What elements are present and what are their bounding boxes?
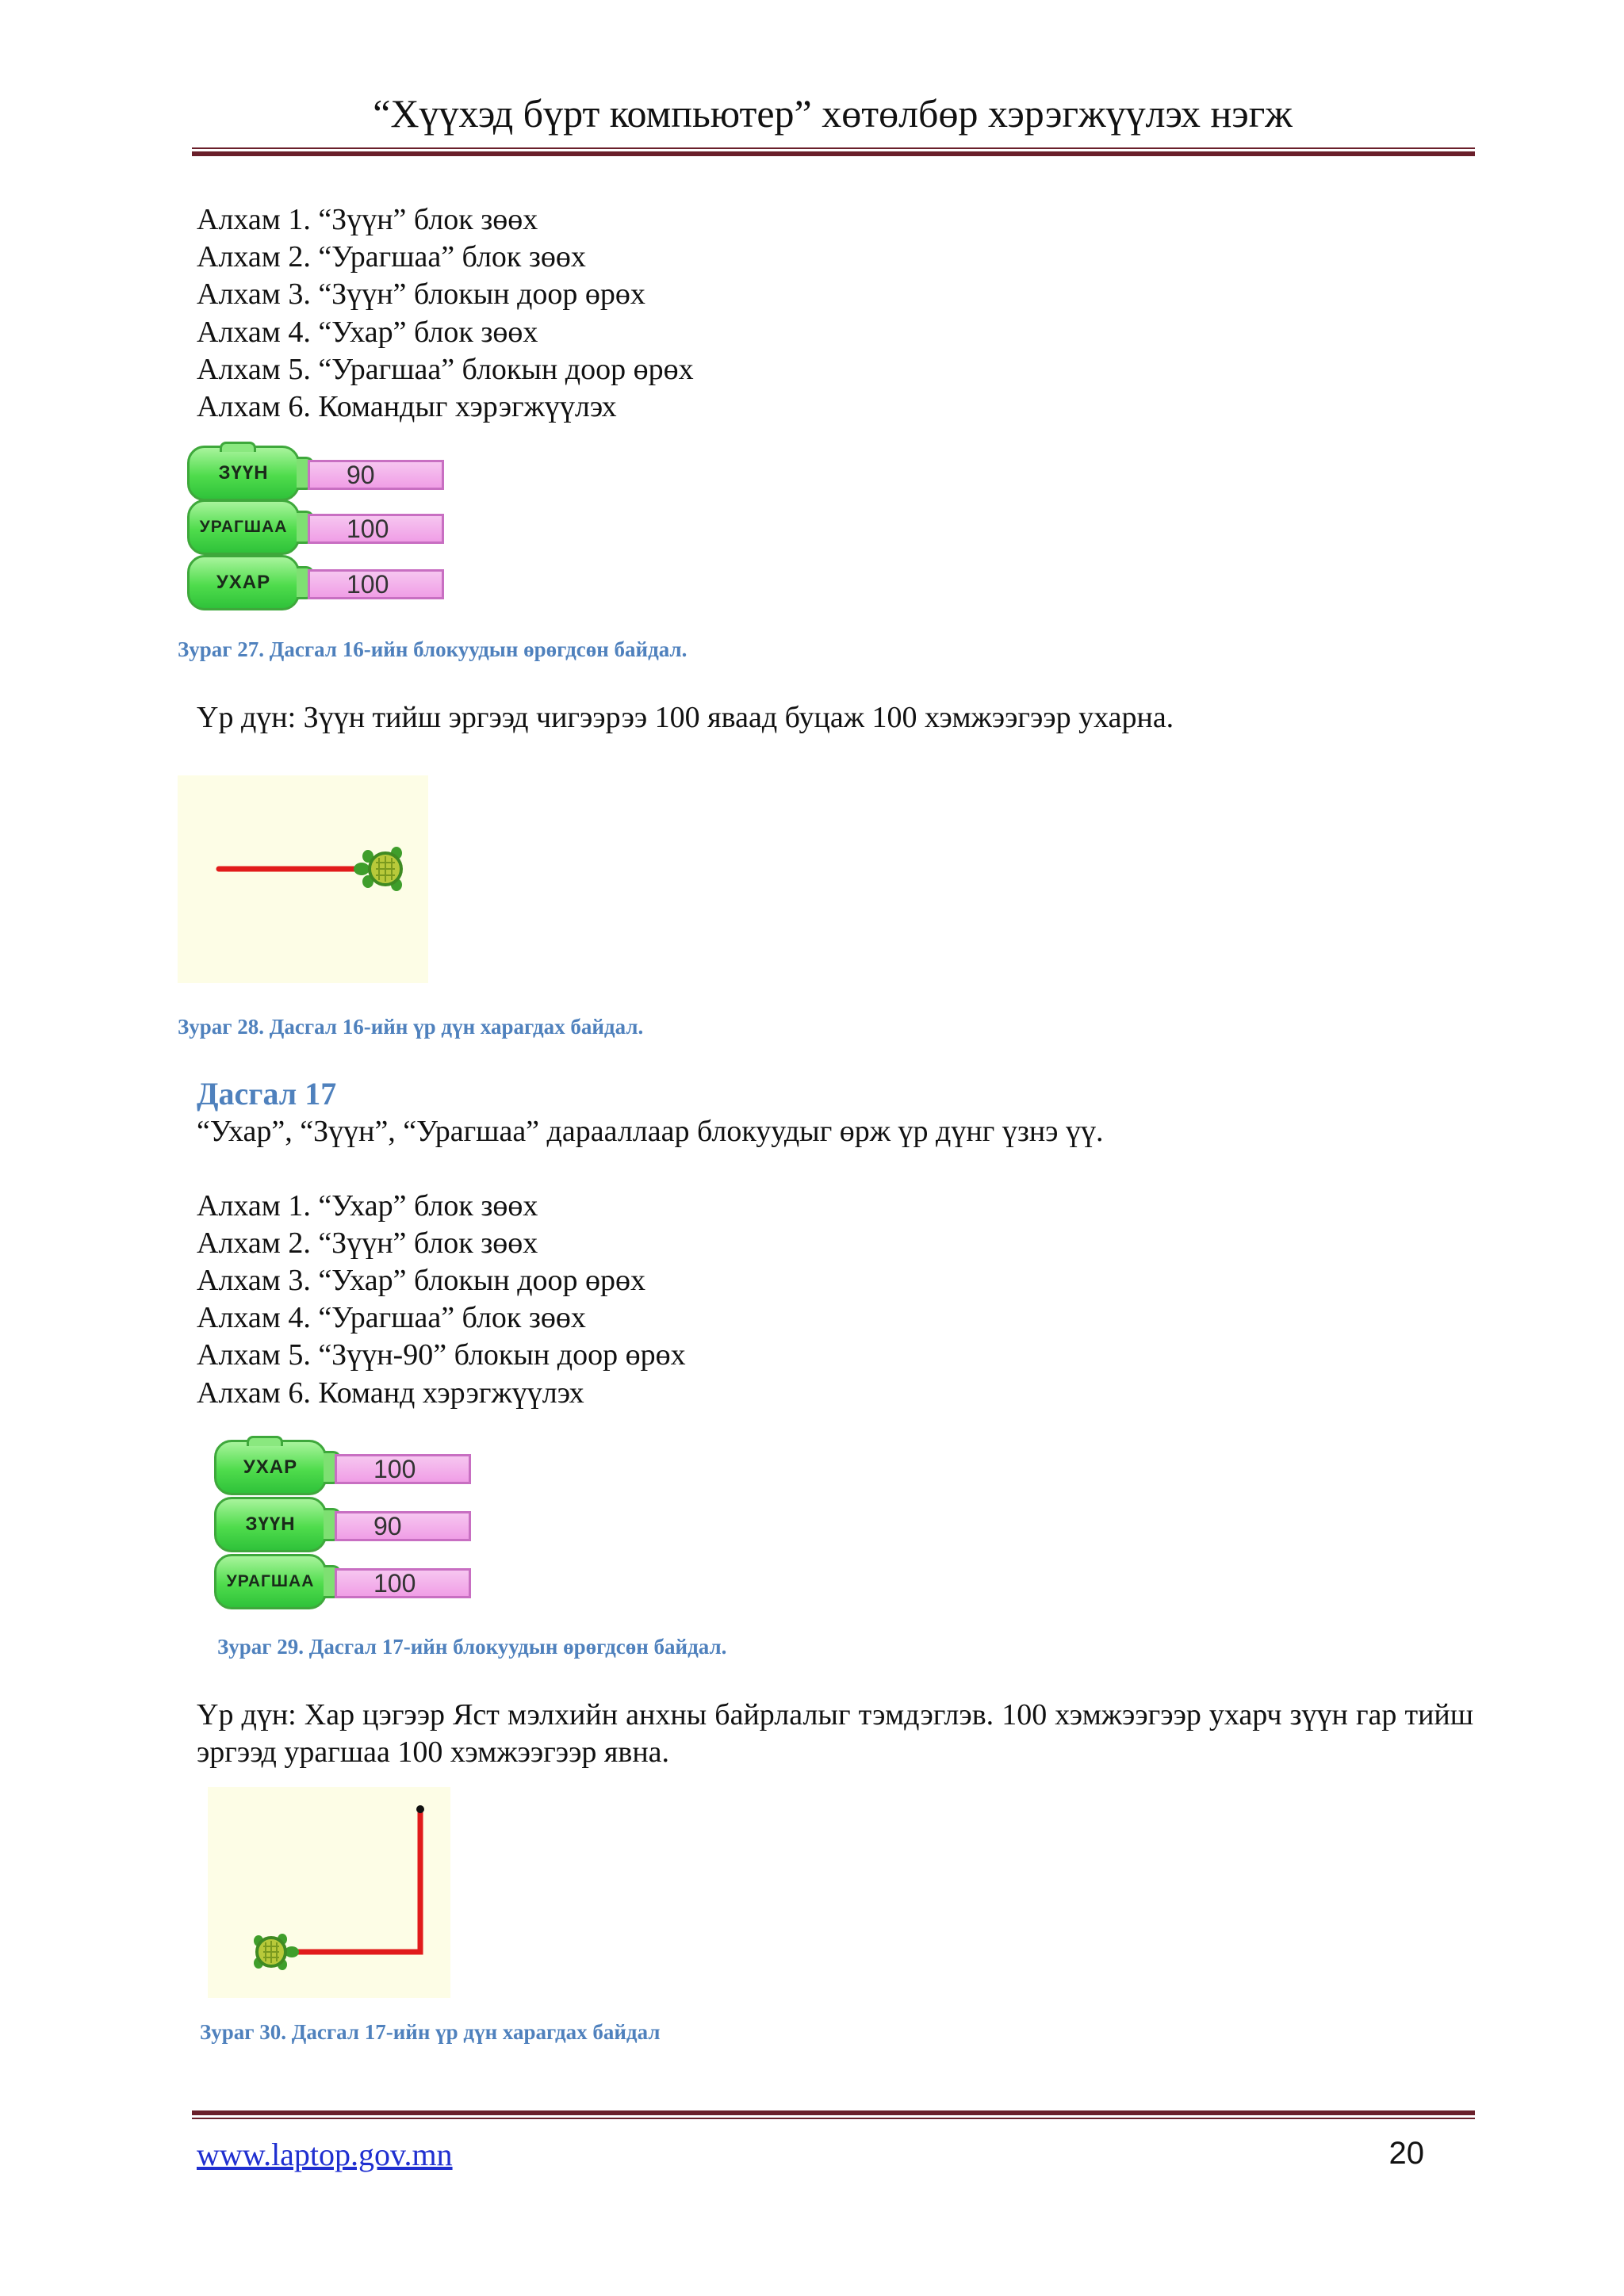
turtle-path-line: [271, 1812, 420, 1952]
header-title: “Хүүхэд бүрт компьютер” хөтөлбөр хэрэгжүүлэх нэгж: [373, 91, 1293, 136]
block-value: 100: [335, 1568, 471, 1598]
figure-29-caption: Зураг 29. Дасгал 17-ийн блокуудын өрөгдсөн байдал.: [217, 1635, 727, 1659]
block-value: 90: [308, 460, 444, 490]
ex17-block-stack: [214, 1440, 476, 1619]
ex17-step-4: Алхам 4. “Урагшаа” блок зөөх: [197, 1301, 586, 1334]
ex17-step-2: Алхам 2. “Зүүн” блок зөөх: [197, 1226, 538, 1260]
ex17-step-6: Алхам 6. Команд хэрэгжүүлэх: [197, 1376, 584, 1410]
ex17-result: Үр дүн: Хар цэгээр Яст мэлхийн анхны байрлалыг тэмдэглэв. 100 хэмжээгээр ухарч зүүн гар тийш эргээд урагшаа 100 хэмжээгээр явна.: [197, 1698, 1473, 1769]
turtle-canvas-16: [178, 775, 428, 983]
footer-website-link[interactable]: www.laptop.gov.mn: [197, 2137, 453, 2172]
ex16-step-6: Алхам 6. Командыг хэрэгжүүлэх: [197, 390, 617, 423]
block-label: УРАГШАА: [226, 1572, 315, 1590]
figure-30-caption: Зураг 30. Дасгал 17-ийн үр дүн харагдах байдал: [200, 2020, 661, 2044]
block-label: УХАР: [243, 1456, 298, 1478]
ex17-heading: Дасгал 17: [197, 1076, 337, 1112]
ex16-step-3: Алхам 3. “Зүүн” блокын доор өрөх: [197, 277, 645, 311]
block-label: ЗҮҮН: [218, 462, 269, 484]
block-label: УХАР: [216, 572, 271, 593]
block-value: 100: [335, 1454, 471, 1484]
ex17-intro: “Ухар”, “Зүүн”, “Урагшаа” дарааллаар блокуудыг өрж үр дүнг үзнэ үү.: [197, 1115, 1104, 1148]
turtle-icon: [354, 847, 402, 891]
footer-rule: [192, 2110, 1475, 2119]
ex16-step-4: Алхам 4. “Ухар” блок зөөх: [197, 316, 538, 349]
turtle-icon: [254, 1934, 299, 1970]
page-number: 20: [1388, 2136, 1424, 2171]
figure-28-caption: Зураг 28. Дасгал 16-ийн үр дүн харагдах байдал.: [178, 1015, 644, 1039]
header-rule: [192, 147, 1475, 156]
block-label: ЗҮҮН: [245, 1513, 296, 1535]
ex16-result: Үр дүн: Зүүн тийш эргээд чигээрээ 100 яваад буцаж 100 хэмжээгээр ухарна.: [197, 701, 1174, 734]
block-value: 90: [335, 1511, 471, 1541]
figure-27-caption: Зураг 27. Дасгал 16-ийн блокуудын өрөгдсөн байдал.: [178, 637, 688, 661]
start-dot: [416, 1805, 424, 1813]
ex16-block-stack: [187, 446, 449, 620]
ex17-step-3: Алхам 3. “Ухар” блокын доор өрөх: [197, 1264, 646, 1297]
ex17-step-5: Алхам 5. “Зүүн-90” блокын доор өрөх: [197, 1338, 686, 1372]
block-value: 100: [308, 514, 444, 544]
turtle-canvas-17: [208, 1787, 450, 1998]
ex16-step-2: Алхам 2. “Урагшаа” блок зөөх: [197, 240, 586, 274]
ex16-step-1: Алхам 1. “Зүүн” блок зөөх: [197, 203, 538, 236]
ex17-step-1: Алхам 1. “Ухар” блок зөөх: [197, 1189, 538, 1223]
ex16-step-5: Алхам 5. “Урагшаа” блокын доор өрөх: [197, 353, 694, 386]
block-value: 100: [308, 569, 444, 599]
block-label: УРАГШАА: [199, 518, 288, 536]
